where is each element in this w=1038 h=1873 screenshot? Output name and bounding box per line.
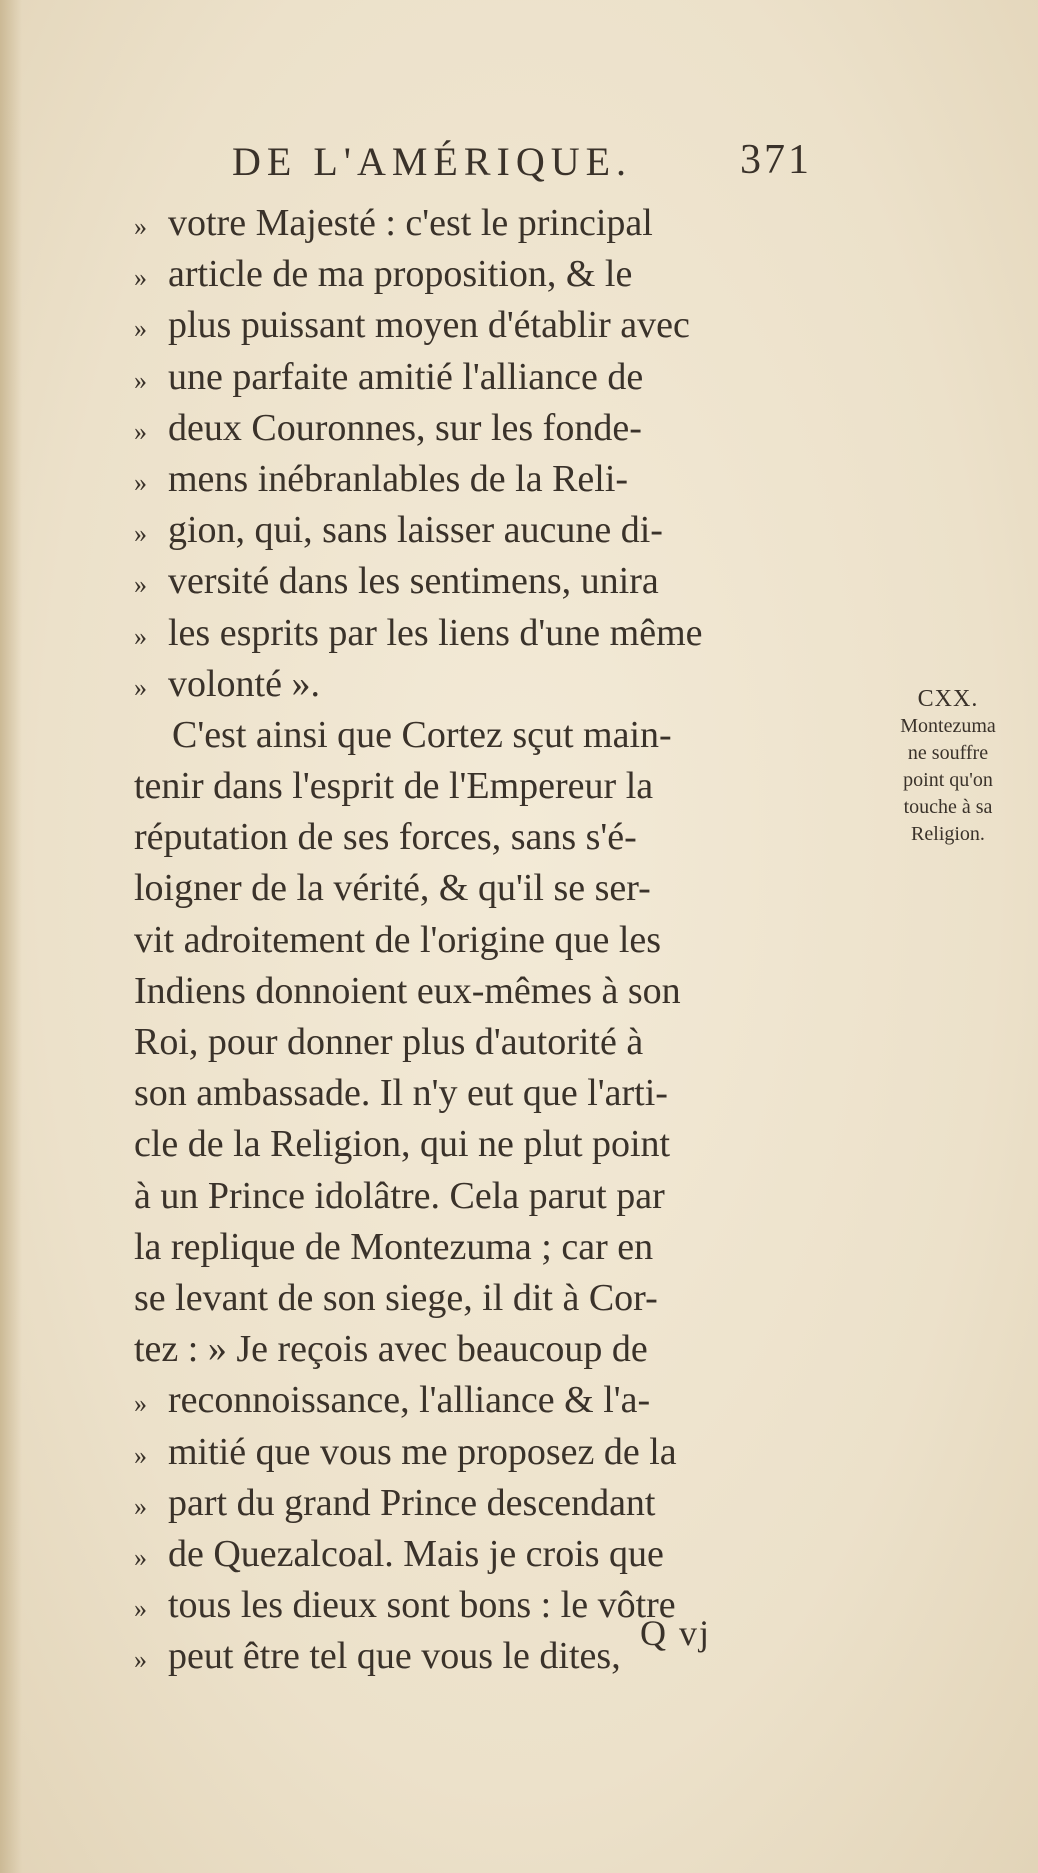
text-line	[134, 198, 834, 249]
margin-note-line: point qu'on	[903, 769, 993, 791]
margin-note-text	[868, 713, 1028, 848]
line-text: se levant de son siege, il dit à Cor-	[134, 1276, 658, 1319]
text-line	[134, 1273, 834, 1324]
page-number: 371	[740, 137, 812, 183]
line-text: cle de la Religion, qui ne plut point	[134, 1123, 671, 1166]
text-line	[134, 761, 834, 812]
quote-mark: »	[134, 416, 147, 446]
text-line	[134, 659, 834, 710]
quote-mark: »	[134, 467, 147, 497]
quote-mark: »	[134, 1389, 147, 1419]
line-text: de Quezalcoal. Mais je crois que	[168, 1532, 664, 1575]
line-text: vit adroitement de l'origine que les	[134, 918, 662, 961]
text-line	[134, 608, 834, 659]
narrative-passage	[134, 710, 834, 1375]
quote-mark: »	[134, 1594, 147, 1624]
quote-mark: »	[134, 1440, 147, 1470]
quote-mark: »	[134, 570, 147, 600]
text-line	[134, 300, 834, 351]
line-text: plus puissant moyen d'établir avec	[168, 304, 690, 347]
quote-mark: »	[134, 1491, 147, 1521]
text-line	[134, 249, 834, 300]
margin-note-number: CXX.	[917, 686, 979, 712]
line-text: Indiens donnoient eux-mêmes à son	[134, 969, 681, 1012]
line-text: les esprits par les liens d'une même	[168, 611, 703, 654]
running-title: DE L'AMÉRIQUE.	[232, 139, 633, 184]
quote-mark: »	[134, 621, 147, 651]
page-edge-shadow	[0, 0, 22, 1873]
line-text: réputation de ses forces, sans s'é-	[134, 816, 637, 859]
text-line	[134, 505, 834, 556]
line-text: deux Couronnes, sur les fonde-	[168, 406, 642, 449]
text-line	[134, 1222, 834, 1273]
line-text: tous les dieux sont bons : le vôtre	[168, 1584, 676, 1627]
line-text: Roi, pour donner plus d'autorité à	[134, 1021, 644, 1063]
line-text: mens inébranlables de la Reli-	[168, 457, 629, 500]
line-text: article de ma proposition, & le	[168, 253, 633, 296]
line-text: la replique de Montezuma ; car en	[134, 1225, 654, 1268]
line-text: peut être tel que vous le dites,	[168, 1635, 621, 1678]
quote-mark: »	[134, 365, 147, 395]
text-line	[134, 1119, 834, 1170]
line-text: mitié que vous me proposez de la	[168, 1430, 677, 1473]
quote-passage-open	[134, 198, 834, 710]
text-line	[134, 1324, 834, 1375]
line-text: versité dans les sentimens, unira	[168, 560, 659, 603]
line-text: gion, qui, sans laisser aucune di-	[168, 509, 663, 552]
text-line	[134, 1375, 834, 1426]
text-line	[134, 1068, 834, 1119]
line-text: part du grand Prince descendant	[168, 1481, 656, 1524]
text-line	[134, 1478, 834, 1529]
quote-mark: »	[134, 314, 147, 344]
text-line	[134, 1171, 834, 1222]
line-text: volonté ».	[168, 662, 320, 705]
text-line	[134, 1580, 834, 1631]
quote-mark: »	[134, 519, 147, 549]
quote-mark: »	[134, 672, 147, 702]
line-text: une parfaite amitié l'alliance de	[168, 355, 644, 398]
margin-note-line: ne souffre	[907, 742, 989, 764]
quote-mark: »	[134, 263, 147, 293]
text-line	[134, 966, 834, 1017]
text-line	[134, 1427, 834, 1478]
line-text: C'est ainsi que Cortez sçut main-	[172, 713, 672, 756]
text-line	[134, 352, 834, 403]
line-text: à un Prince idolâtre. Cela parut par	[134, 1174, 665, 1217]
line-text: tenir dans l'esprit de l'Empereur la	[134, 765, 654, 808]
text-line	[134, 1529, 834, 1580]
text-line	[134, 454, 834, 505]
text-line	[134, 1017, 834, 1068]
line-text: votre Majesté : c'est le principal	[168, 202, 653, 244]
quote-mark: »	[134, 212, 147, 241]
text-line	[134, 863, 834, 914]
margin-note-line: Religion.	[911, 823, 985, 845]
quote-mark: »	[134, 1542, 147, 1572]
text-line	[134, 556, 834, 607]
quote-mark: »	[134, 1645, 147, 1675]
margin-note	[868, 686, 1028, 848]
quote-passage-close	[134, 1375, 834, 1682]
text-line	[134, 1631, 834, 1682]
signature-mark: Q vj	[640, 1613, 711, 1653]
margin-note-line: Montezuma	[900, 715, 996, 737]
line-text: tez : » Je reçois avec beaucoup de	[134, 1328, 648, 1371]
text-line	[134, 915, 834, 966]
line-text: loigner de la vérité, & qu'il se ser-	[134, 867, 651, 910]
margin-note-line: touche à sa	[903, 796, 993, 818]
text-line	[134, 812, 834, 863]
body-text	[134, 198, 834, 1682]
line-text: son ambassade. Il n'y eut que l'arti-	[134, 1072, 668, 1115]
text-line	[134, 403, 834, 454]
text-line	[134, 710, 834, 761]
line-text: reconnoissance, l'alliance & l'a-	[168, 1379, 651, 1422]
